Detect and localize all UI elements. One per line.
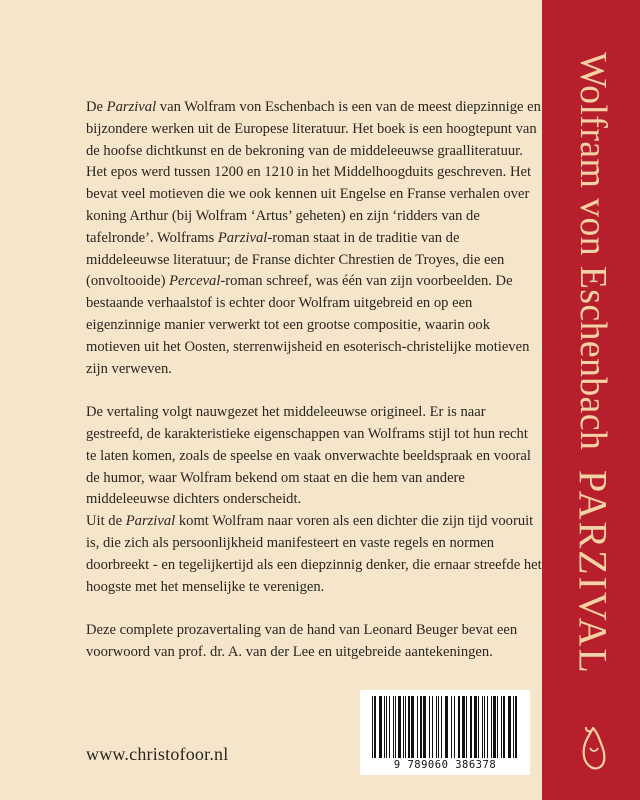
blurb-paragraph-1: De Parzival van Wolfram von Eschenbach is een van de meest diepzinnige en bijzondere werken uit de Europese literatuur. Het boek is een hoogtepunt van de hoofse dichtkunst en de bekroning van de middeleeuwse graalliteratuur.	[86, 99, 541, 159]
blurb-paragraph-2: Het epos werd tussen 1200 en 1210 in het Middelhoogduits geschreven. Het bevat veel motieven die we ook kennen uit Engelse en Franse verhalen over koning Arthur (bij Wolfram ‘Artus’ geheten) en zijn ‘ridders van de tafelronde’. Wolframs Parzival-roman staat in de traditie van de middeleeuwse literatuur; de Franse dichter Chrestien de Troyes, die een (onvoltooide) Perceval-roman schreef, was één van zijn voorbeelden. De bestaande verhaalstof is echter door Wolfram uitgebreid en op een eigenzinnige manier verwerkt tot een grootse compositie, waarin ook motieven uit het Oosten, sterrenwijsheid en esoterisch-christelijke motieven zijn verweven.	[86, 164, 532, 377]
blurb-paragraph-3: De vertaling volgt nauwgezet het middeleeuwse origineel. Er is naar gestreefd, de karakteristieke eigenschappen van Wolframs stijl tot hun recht te laten komen, zoals de speelse en vaak onverwachte beeldspraak en vooral de humor, waar Wolfram bekend om staat en die hem van andere middeleeuwse dichters onderscheidt.	[86, 404, 531, 508]
blurb-paragraph-4: Uit de Parzival komt Wolfram naar voren als een dichter die zijn tijd vooruit is, die zich als persoonlijkheid manifesteert en vaste regels en normen doorbreekt - en tegelijkertijd als een diepzinnig denker, die ernaar streefde het hoogste met het menselijke te verenigen.	[86, 513, 542, 595]
blurb-paragraph-5: Deze complete prozavertaling van de hand van Leonard Beuger bevat een voorwoord van prof. dr. A. van der Lee en uitgebreide aantekeningen.	[86, 622, 518, 660]
spine-author: Wolfram von Eschenbach	[572, 52, 614, 451]
blurb-text	[86, 97, 542, 664]
christofoor-logo-icon	[576, 722, 610, 774]
barcode-number: 9 789060 386378	[393, 759, 497, 771]
spine-title: PARZIVAL	[570, 470, 616, 675]
isbn-barcode	[360, 690, 530, 775]
publisher-website: www.christofoor.nl	[86, 744, 229, 764]
barcode-icon	[368, 696, 522, 758]
